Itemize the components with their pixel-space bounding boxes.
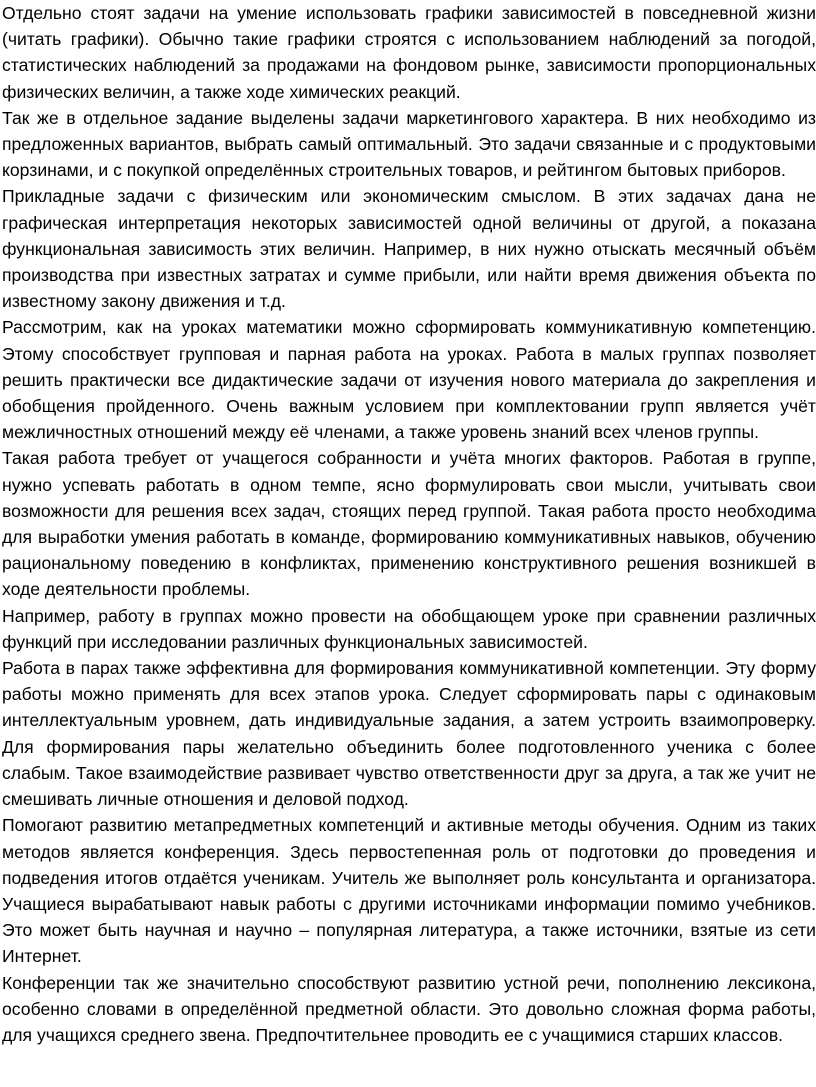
paragraph-active-methods: Помогают развитию метапредметных компетенций и активные методы обучения. Одним из таких методов является конференция. Здесь первостепенная роль от подготовки до проведения и подведения итогов отдаётся ученикам. Учитель же выполняет роль консультанта и организатора. Учащиеся вырабатывают навык работы с другими источниками информации помимо учебников. Это может быть научная и научно – популярная литература, а также источники, взятые из сети Интернет. — [2, 815, 816, 967]
paragraph-applied-tasks: Прикладные задачи с физическим или экономическим смыслом. В этих задачах дана не графическая интерпретация некоторых зависимостей одной величины от другой, а показана функциональная зависимость этих величин. Например, в них нужно отыскать месячный объём производства при известных затратах и сумме прибыли, или найти время движения объекта по известному закону движения и т.д. — [2, 186, 816, 312]
paragraph-conferences: Конференции так же значительно способствуют развитию устной речи, пополнению лексикона, особенно словами в определённой предметной области. Это довольно сложная форма работы, для учащихся среднего звена. Предпочтительнее проводить ее с учащимися старших классов. — [2, 972, 816, 1045]
paragraph-communicative-competence: Рассмотрим, как на уроках математики можно сформировать коммуникативную компетенцию. Этому способствует групповая и парная работа на уроках. Работа в малых группах позволяет решить практически все дидактические задачи от изучения нового материала до закрепления и обобщения пройденного. Очень важным условием при комплектовании групп является учёт межличностных отношений между её членами, а также уровень знаний всех членов группы. — [2, 317, 816, 443]
paragraph-group-work-example: Например, работу в группах можно провести на обобщающем уроке при сравнении различных функций при исследовании различных функциональных зависимостей. — [2, 605, 816, 652]
paragraph-graph-tasks: Отдельно стоят задачи на умение использовать графики зависимостей в повседневной жизни (читать графики). Обычно такие графики строятся с использованием наблюдений за погодой, статистических наблюдений за продажами на фондовом рынке, зависимости пропорциональных физических величин, а также ходе химических реакций. — [2, 3, 816, 102]
paragraph-group-work: Такая работа требует от учащегося собранности и учёта многих факторов. Работая в группе, нужно успевать работать в одном темпе, ясно формулировать свои мысли, учитывать свои возможности для решения всех задач, стоящих перед группой. Такая работа просто необходима для выработки умения работать в команде, формированию коммуникативных навыков, обучению рациональному поведению в конфликтах, применению конструктивного решения возникшей в ходе деятельности проблемы. — [2, 448, 816, 600]
paragraph-marketing-tasks: Так же в отдельное задание выделены задачи маркетингового характера. В них необходимо из предложенных вариантов, выбрать самый оптимальный. Это задачи связанные и с продуктовыми корзинами, и с покупкой определённых строительных товаров, и рейтингом бытовых приборов. — [2, 107, 816, 181]
paragraph-pair-work: Работа в парах также эффективна для формирования коммуникативной компетенции. Эту форму работы можно применять для всех этапов урока. Следует сформировать пары с одинаковым интеллектуальным уровнем, дать индивидуальные задания, а затем устроить взаимопроверку. Для формирования пары желательно объединить более подготовленного ученика с более слабым. Такое взаимодействие развивает чувство ответственности друг за друга, а так же учит не смешивать личные отношения и деловой подход. — [2, 658, 816, 810]
